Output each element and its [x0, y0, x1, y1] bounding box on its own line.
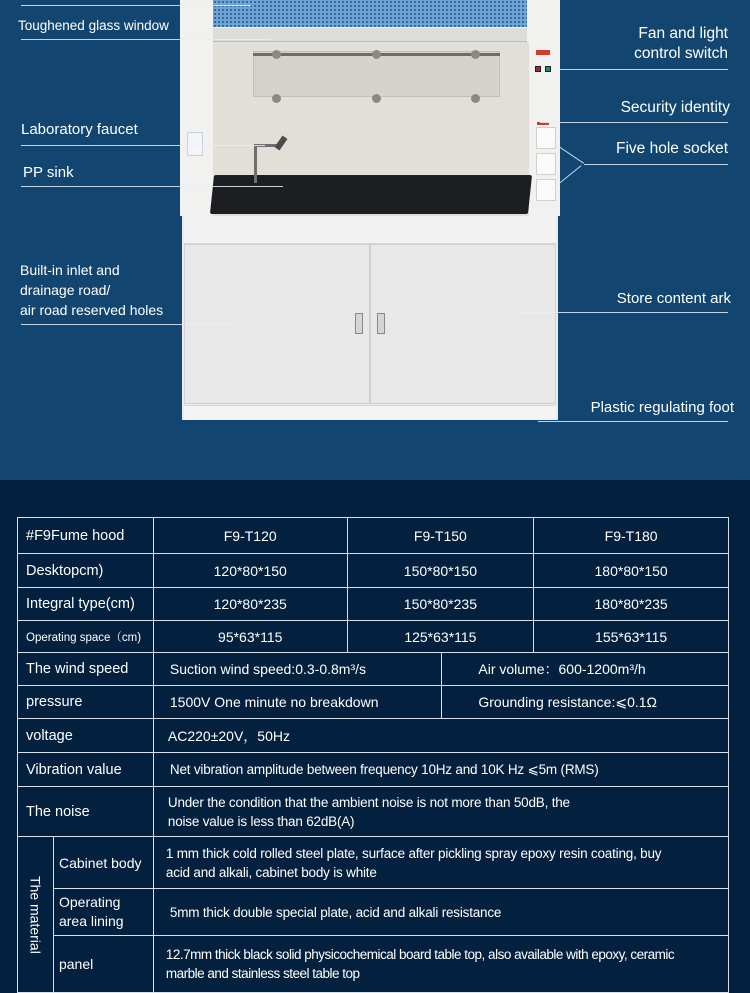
table-header-row — [18, 518, 729, 554]
baffle-knob — [471, 50, 480, 59]
baffle-knob — [272, 94, 281, 103]
table-row — [18, 686, 729, 719]
row-label-operating-space: Operating space（cm) — [18, 621, 154, 653]
table-row — [18, 554, 729, 588]
header-model-t150: F9-T150 — [347, 518, 534, 554]
table-row — [18, 787, 729, 837]
callout-line — [540, 122, 728, 123]
cabinet-top-rail — [184, 216, 556, 244]
side-label-sticker — [187, 132, 203, 156]
cell-value: 120*80*235 — [153, 588, 347, 621]
baffle-knob — [372, 94, 381, 103]
socket-icon — [536, 153, 556, 175]
switch-warning-label — [536, 50, 550, 55]
socket-icon — [536, 127, 556, 149]
cell-value: 150*80*150 — [347, 554, 534, 588]
row-label-panel: panel — [53, 936, 153, 993]
cell-value: 180*80*235 — [534, 588, 729, 621]
socket-icon — [536, 179, 556, 201]
row-label-vibration: Vibration value — [18, 753, 154, 787]
header-product-label: #F9Fume hood — [18, 518, 154, 554]
table-row — [18, 588, 729, 621]
cell-noise: Under the condition that the ambient noise is not more than 50dB, the noise value is less than 62dB(A) — [153, 787, 728, 837]
callout-line — [584, 164, 728, 165]
cell-grounding-resistance: Grounding resistance:⩽0.1Ω — [442, 686, 729, 719]
cell-voltage: AC220±20V，50Hz — [153, 719, 728, 753]
label-laboratory-faucet: Laboratory faucet — [21, 121, 138, 138]
callout-line — [21, 324, 235, 325]
row-label-wind-speed: The wind speed — [18, 653, 154, 686]
cell-value: 180*80*150 — [534, 554, 729, 588]
callout-line — [558, 69, 728, 70]
header-model-t120: F9-T120 — [153, 518, 347, 554]
cabinet-door-right — [370, 244, 556, 404]
label-store-content-ark: Store content ark — [616, 290, 731, 307]
group-label-material: The material — [18, 837, 54, 993]
callout-line — [519, 312, 728, 313]
callout-line — [21, 186, 283, 187]
label-plastic-regulating-foot: Plastic regulating foot — [590, 399, 734, 416]
cell-value: 120*80*150 — [153, 554, 347, 588]
cell-value: 95*63*115 — [153, 621, 347, 653]
cell-value: 150*80*235 — [347, 588, 534, 621]
label-built-in-inlet: Built-in inlet and drainage road/ air road reserved holes — [20, 262, 164, 318]
cell-operating-area-lining: 5mm thick double special plate, acid and alkali resistance — [153, 889, 728, 936]
table-row — [18, 719, 729, 753]
fume-hood-vent-panel — [213, 0, 527, 27]
baffle-knob — [471, 94, 480, 103]
cell-air-volume: Air volume：600-1200m³/h — [442, 653, 729, 686]
fan-switch-icon — [535, 66, 541, 72]
light-switch-icon — [545, 66, 551, 72]
row-label-cabinet-body: Cabinet body — [53, 837, 153, 889]
cell-panel: 12.7mm thick black solid physicochemical board table top, also available with epoxy, ceramic marble and stainless steel table top — [153, 936, 728, 993]
baffle-knob — [272, 50, 281, 59]
cabinet-plinth — [184, 405, 556, 420]
row-label-noise: The noise — [18, 787, 154, 837]
label-toughened-glass-window: Toughened glass window — [18, 18, 169, 33]
table-row — [18, 753, 729, 787]
black-worktop-sink — [210, 175, 532, 214]
cell-cabinet-body: 1 mm thick cold rolled steel plate, surface after pickling spray epoxy resin coating, buy acid and alkali, cabinet body is white — [153, 837, 728, 889]
baffle-knob — [372, 50, 381, 59]
callout-line — [21, 145, 265, 146]
label-fan-light-switch: Fan and light control switch — [634, 25, 728, 62]
door-handle-icon — [377, 313, 385, 334]
table-row — [18, 837, 729, 889]
table-row — [18, 889, 729, 936]
row-label-voltage: voltage — [18, 719, 154, 753]
callout-line — [21, 5, 251, 6]
cell-vibration: Net vibration amplitude between frequency 10Hz and 10K Hz ⩽5m (RMS) — [153, 753, 728, 787]
row-label-pressure: pressure — [18, 686, 154, 719]
row-label-integral-type: Integral type(cm) — [18, 588, 154, 621]
spec-table — [17, 517, 729, 993]
table-row — [18, 653, 729, 686]
row-label-desktop: Desktopcm) — [18, 554, 154, 588]
label-five-hole-socket: Five hole socket — [616, 140, 728, 157]
cell-pressure: 1500V One minute no breakdown — [153, 686, 441, 719]
table-row — [18, 936, 729, 993]
faucet-icon — [254, 145, 257, 183]
table-row — [18, 621, 729, 653]
label-security-identity: Security identity — [620, 99, 730, 116]
cell-value: 125*63*115 — [347, 621, 534, 653]
product-diagram — [0, 0, 750, 480]
header-model-t180: F9-T180 — [534, 518, 729, 554]
callout-line — [21, 39, 271, 40]
label-pp-sink: PP sink — [23, 164, 74, 181]
cell-suction-wind-speed: Suction wind speed:0.3-0.8m³/s — [153, 653, 441, 686]
row-label-operating-area-lining: Operating area lining — [53, 889, 153, 936]
callout-line — [538, 421, 728, 422]
door-handle-icon — [355, 313, 363, 334]
cell-value: 155*63*115 — [534, 621, 729, 653]
